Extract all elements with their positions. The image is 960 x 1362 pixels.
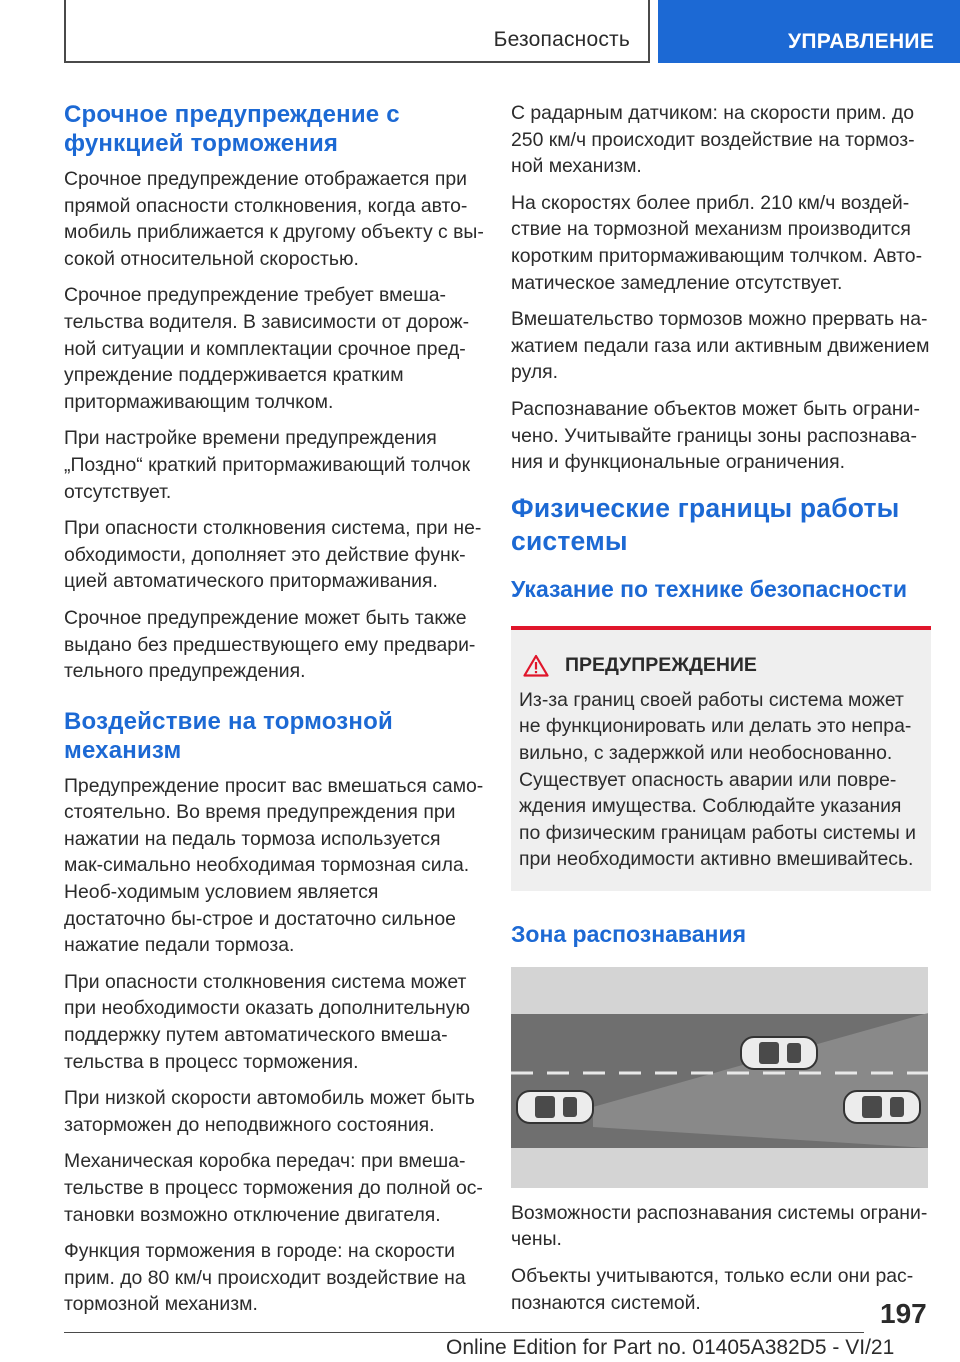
paragraph: Механическая коробка передач: при вмеша-тельстве в процесс торможения до полной ос-тановки возможно отключение двигателя. [64,1150,483,1226]
warning-triangle-icon [523,654,549,677]
paragraph: Вмешательство тормозов можно прервать на-жатием педали газа или активным движением руля. [511,308,930,384]
paragraph: Срочное предупреждение требует вмеша-тельства водителя. В зависимости от дорож-ной ситуации и комплектации срочное пред-упреждение поддерживается кратким притормаживающим толчком. [64,284,470,413]
heading-detection-zone: Зона распознавания [511,920,746,947]
page-number: 197 [880,1298,927,1329]
footer-divider [64,1332,864,1333]
left-column [64,100,484,1328]
detection-zone-diagram [511,967,928,1188]
paragraph: При низкой скорости автомобиль может быть заторможен до неподвижного состояния. [64,1087,475,1136]
header-section-title: Безопасность [493,28,630,51]
heading-emergency-warning: Срочное предупреждение с функцией торможения [64,101,400,157]
paragraph: Срочное предупреждение может быть также выдано без предшествующего ему предвари-тельного предупреждения. [64,606,476,683]
paragraph: Объекты учитываются, только если они рас-познаются системой. [511,1265,914,1314]
paragraph: Функция торможения в городе: на скорости прим. до 80 км/ч происходит воздействие на тормозной механизм. [64,1240,466,1316]
paragraph: Срочное предупреждение отображается при прямой опасности столкновения, когда авто-мобиль приближается к другому объекту с вы-сокой относительной скоростью. [64,168,484,270]
heading-system-limits: Физические границы работы системы [511,492,900,556]
paragraph: При настройке времени предупреждения „Поздно“ краткий притормаживающий толчок отсутствует. [64,427,471,503]
warning-title: ПРЕДУПРЕЖДЕНИЕ [565,653,757,676]
warning-header [519,654,923,677]
detection-zone-illustration [511,967,928,1188]
warning-box [511,626,931,891]
paragraph: Распознавание объектов может быть ограни-чено. Учитывайте границы зоны распознава-ния и функциональные ограничения. [511,397,920,474]
car-top-icon [741,1037,817,1069]
paragraph: При опасности столкновения система может при необходимости оказать дополнительную поддержку путем автоматического вмеша-тельства в процесс торможения. [64,970,470,1073]
footer-edition: Online Edition for Part no. 01405A382D5 - VI/21 [446,1336,895,1359]
warning-text: Из-за границ своей работы система может не функционировать или делать это непра-вильно, с задержкой или необоснованно. Существует опасность аварии или повре-ждения имущества. Соблюдайте указания по физическим границам работы системы и при необходимости активно вмешивайтесь. [519,688,916,871]
heading-brake-intervention: Воздействие на тормозной механизм [64,707,393,764]
car-top-icon [844,1091,920,1123]
right-column [511,100,931,1326]
paragraph: С радарным датчиком: на скорости прим. до 250 км/ч происходит воздействие на тормоз-ной механизм. [511,102,915,178]
header-chapter-tab[interactable] [658,0,960,63]
paragraph: При опасности столкновения система, при не-обходимости, дополняет это действие функ-цией автоматического притормаживания. [64,517,482,593]
paragraph: На скоростях более прибл. 210 км/ч воздей-ствие на тормозной механизм производится коротким притормаживающим толчком. Авто-матическое замедление отсутствует. [511,191,923,294]
car-top-icon [517,1091,593,1123]
paragraph: Возможности распознавания системы ограни-чены. [511,1201,928,1251]
heading-safety-note: Указание по технике безопасности [511,575,907,602]
header-chapter-label: УПРАВЛЕНИЕ [788,30,935,53]
paragraph: Предупреждение просит вас вмешаться само-стоятельно. Во время предупреждения при нажатии на педаль тормоза используется мак-симально необходимая тормозная сила. Необ-ходимым условием является достаточно бы-строе и достаточно сильное нажатие педали тормоза. [64,774,484,957]
